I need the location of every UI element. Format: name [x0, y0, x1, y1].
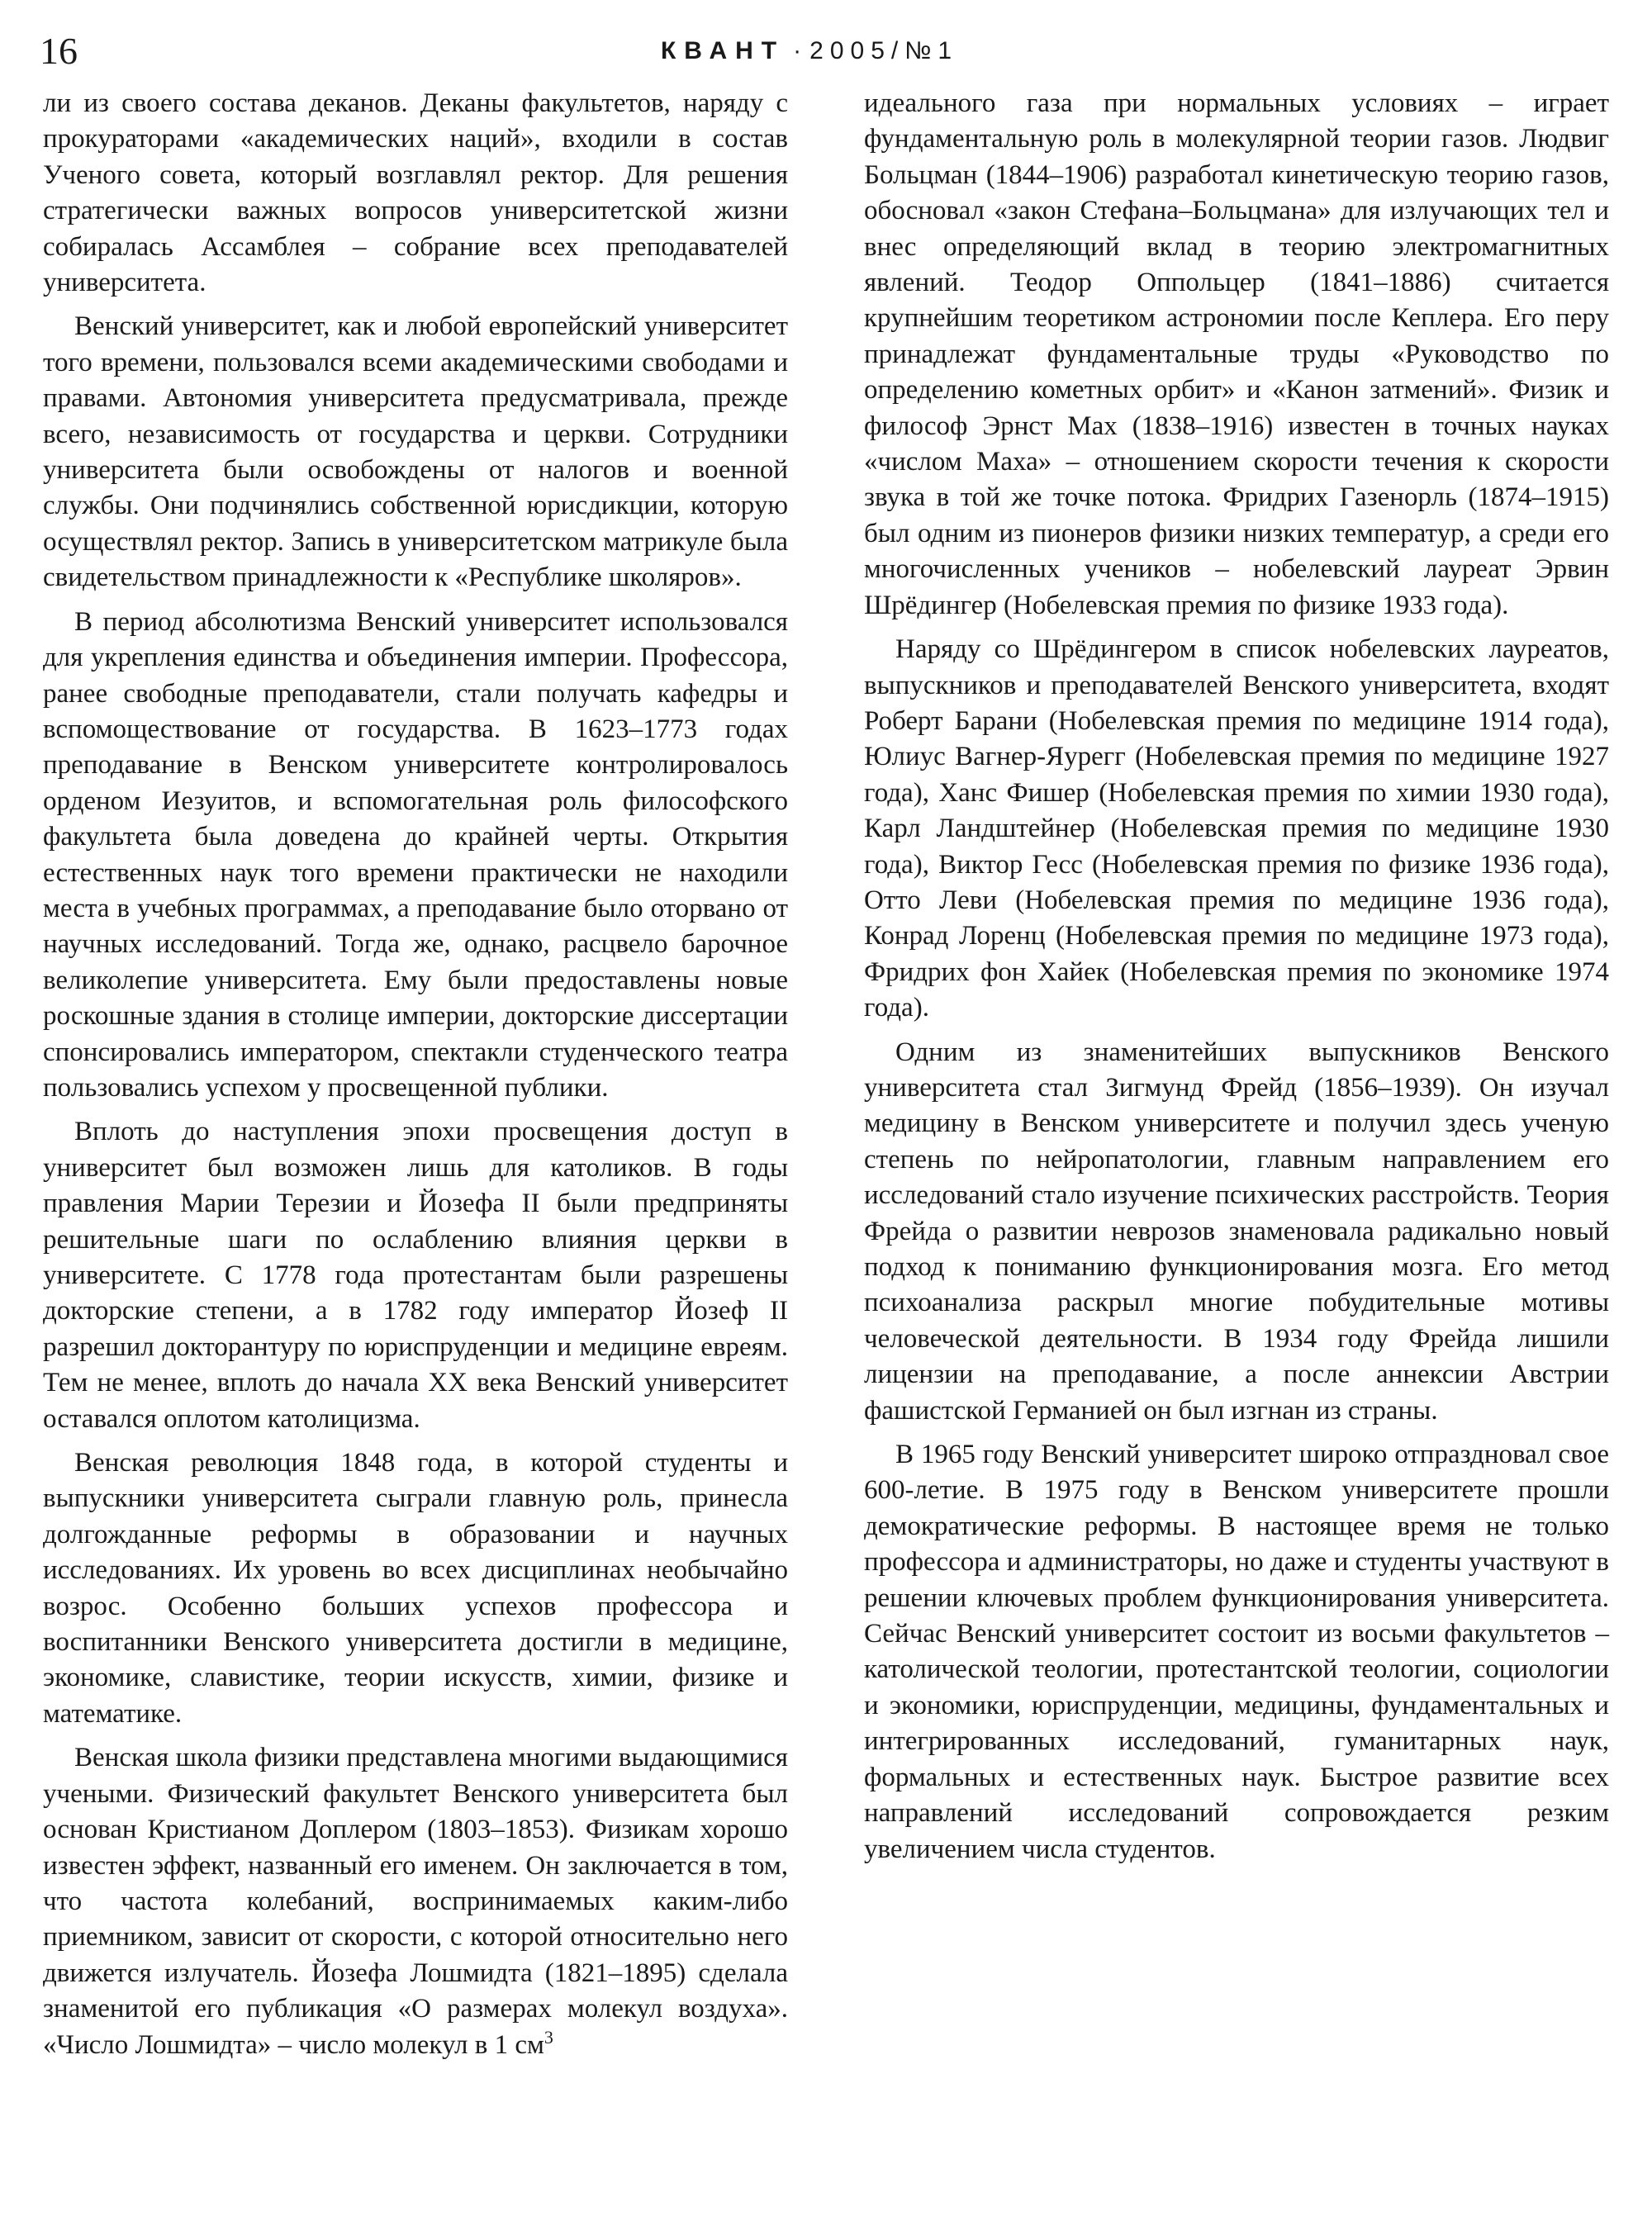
superscript: 3 [544, 2026, 553, 2048]
paragraph: Вплоть до наступления эпохи просвещения доступ в университет был возможен лишь для католиков. В годы правления Марии Терезии и Йозефа II были предприняты решительные шаги по ослаблению влияния церкви в университете. С 1778 года протестантам были разрешены докторские степени, а в 1782 году император Йозеф II разрешил докторантуру по юриспруденции и медицине евреям. Тем не менее, вплоть до начала XX века Венский университет оставался оплотом католицизма. [43, 1117, 788, 1434]
journal-title: КВАНТ [661, 37, 786, 64]
paragraph: Одним из знаменитейших выпускников Венского университета стал Зигмунд Фрейд (1856–1939). Он изучал медицину в Венском университете и получил здесь ученую степень по нейропатологии, главным направлением его исследований стало изучение психических расстройств. Теория Фрейда о развитии неврозов знаменовала радикально новый подход к пониманию функционирования мозга. Его метод психоанализа раскрыл многие побудительные мотивы человеческой деятельности. В 1934 году Фрейда лишили лицензии на преподавание, а после аннексии Австрии фашистской Германией он был изгнан из страны. [864, 1037, 1609, 1426]
issue-number: 2005/№1 [809, 37, 959, 64]
paragraph: ли из своего состава деканов. Деканы факультетов, наряду с прокураторами «академических наций», входили в состав Ученого совета, который возглавлял ректор. Для решения стратегически важных вопросов университетской жизни собиралась Ассамблея – собрание всех преподавателей университета. [43, 88, 788, 298]
right-column [864, 86, 1609, 1876]
running-header [661, 35, 1008, 68]
paragraph: идеального газа при нормальных условиях – играет фундаментальную роль в молекулярной теории газов. Людвиг Больцман (1844–1906) разработал кинетическую теорию газов, обосновал «закон Стефана–Больцмана» для излучающих тел и внес определяющий вклад в теорию электромагнитных явлений. Теодор Оппольцер (1841–1886) считается крупнейшим теоретиком астрономии после Кеплера. Его перу принадлежат фундаментальные труды «Руководство по определению кометных орбит» и «Канон затмений». Физик и философ Эрнст Мах (1838–1916) известен в точных науках «числом Маха» – отношением скорости течения к скорости звука в той же точке потока. Фридрих Газенорль (1874–1915) был одним из пионеров физики низких температур, а среди его многочисленных учеников – нобелевский лауреат Эрвин Шрёдингер (Нобелевская премия по физике 1933 года). [864, 88, 1609, 620]
page-number: 16 [40, 30, 78, 72]
paragraph: Венская революция 1848 года, в которой студенты и выпускники университета сыграли главную роль, принесла долгожданные реформы в образовании и научных исследованиях. Их уровень во всех дисциплинах необычайно возрос. Особенно больших успехов профессора и воспитанники Венского университета достигли в медицине, экономике, славистике, теории искусств, химии, физике и математике. [43, 1448, 788, 1729]
paragraph: Венский университет, как и любой европейский университет того времени, пользовался всеми академическими свободами и правами. Автономия университета предусматривала, прежде всего, независимость от государства и церкви. Сотрудники университета были освобождены от налогов и военной службы. Они подчинялись собственной юрисдикции, которую осуществлял ректор. Запись в университетском матрикуле была свидетельством принадлежности к «Республике школяров». [43, 311, 788, 593]
paragraph: Наряду со Шрёдингером в список нобелевских лауреатов, выпускников и преподавателей Венского университета, входят Роберт Барани (Нобелевская премия по медицине 1914 года), Юлиус Вагнер-Яурегг (Нобелевская премия по медицине 1927 года), Ханс Фишер (Нобелевская премия по химии 1930 года), Карл Ландштейнер (Нобелевская премия по медицине 1930 года), Виктор Гесс (Нобелевская премия по физике 1936 года), Отто Леви (Нобелевская премия по медицине 1936 года), Конрад Лоренц (Нобелевская премия по медицине 1973 года), Фридрих фон Хайек (Нобелевская премия по экономике 1974 года). [864, 634, 1609, 1023]
left-column [43, 86, 788, 2071]
header-separator: · [793, 37, 802, 64]
paragraph [43, 1740, 788, 2063]
paragraph: В период абсолютизма Венский университет использовался для укрепления единства и объединения империи. Профессора, ранее свободные преподаватели, стали получать кафедры и вспомоществование от государства. В 1623–1773 годах преподавание в Венском университете контролировалось орденом Иезуитов, и вспомогательная роль философского факультета была доведена до крайней черты. Открытия естественных наук того времени практически не находили места в учебных программах, а преподавание было оторвано от научных исследований. Тогда же, однако, расцвело барочное великолепие университета. Ему были предоставлены новые роскошные здания в столице империи, докторские диссертации спонсировались императором, спектакли студенческого театра пользовались успехом у просвещенной публики. [43, 606, 788, 1103]
paragraph-text: Венская школа физики представлена многими выдающимися учеными. Физический факультет Венского университета был основан Кристианом Доплером (1803–1853). Физикам хорошо известен эффект, названный его именем. Он заключается в том, что частота колебаний, воспринимаемых каким-либо приемником, зависит от скорости, с которой относительно него движется излучатель. Йозефа Лошмидта (1821–1895) сделала знаменитой его публикация «О размерах молекул воздуха». «Число Лошмидта» – число молекул в 1 см [43, 1743, 788, 2060]
paragraph: В 1965 году Венский университет широко отпраздновал свое 600-летие. В 1975 году в Венском университете прошли демократические реформы. В настоящее время не только профессора и администраторы, но даже и студенты участвуют в решении ключевых проблем функционирования университета. Сейчас Венский университет состоит из восьми факультетов – католической теологии, протестантской теологии, социологии и экономики, юриспруденции, медицины, фундаментальных и интегрированных исследований, гуманитарных наук, формальных и естественных наук. Быстрое развитие всех направлений исследований сопровождается резким увеличением числа студентов. [864, 1440, 1609, 1864]
